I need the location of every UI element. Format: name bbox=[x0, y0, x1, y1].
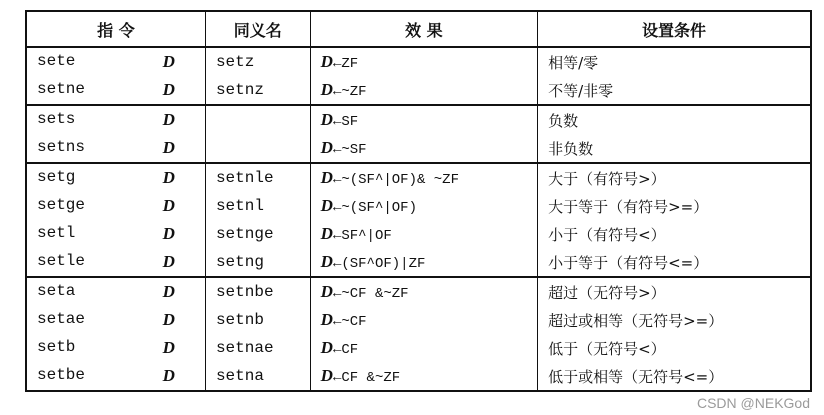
effect-cell bbox=[310, 105, 537, 134]
instruction-cell bbox=[26, 248, 205, 277]
condition-cell: 大于等于（有符号>=） bbox=[538, 192, 811, 220]
condition-cell: 相等/零 bbox=[538, 47, 811, 76]
effect-expression: ←CF &~ZF bbox=[332, 370, 401, 386]
instruction-name: setns bbox=[37, 138, 86, 156]
condition-cell: 非负数 bbox=[538, 134, 811, 163]
operand-label: D bbox=[162, 310, 175, 329]
effect-cell bbox=[310, 334, 537, 362]
effect-destination: D bbox=[320, 168, 333, 187]
effect-cell bbox=[310, 306, 537, 334]
condition-cell: 小于（有符号<） bbox=[538, 220, 811, 248]
effect-cell bbox=[310, 220, 537, 248]
operand-label: D bbox=[162, 168, 175, 187]
synonym-cell: setnge bbox=[205, 220, 310, 248]
effect-cell bbox=[310, 248, 537, 277]
table-row bbox=[26, 134, 811, 163]
instruction-cell bbox=[26, 362, 205, 391]
synonym-cell: setng bbox=[205, 248, 310, 277]
instruction-cell bbox=[26, 277, 205, 306]
header-condition: 设置条件 bbox=[538, 11, 811, 47]
effect-cell bbox=[310, 47, 537, 76]
operand-label: D bbox=[162, 80, 175, 99]
instruction-name: setle bbox=[37, 252, 86, 270]
effect-cell bbox=[310, 277, 537, 306]
instruction-name: setl bbox=[37, 224, 76, 242]
watermark-text: CSDN @NEKGod bbox=[696, 395, 810, 411]
table-row bbox=[26, 105, 811, 134]
operand-label: D bbox=[162, 224, 175, 243]
instruction-cell bbox=[26, 306, 205, 334]
effect-destination: D bbox=[320, 80, 333, 99]
operand-label: D bbox=[162, 138, 175, 157]
effect-expression: ←~CF bbox=[332, 314, 367, 330]
operand-label: D bbox=[162, 196, 175, 215]
synonym-cell: setz bbox=[205, 47, 310, 76]
table-row bbox=[26, 277, 811, 306]
table-row bbox=[26, 362, 811, 391]
operand-label: D bbox=[162, 110, 175, 129]
instruction-name: setbe bbox=[37, 366, 86, 384]
header-synonym: 同义名 bbox=[205, 11, 310, 47]
instruction-name: setae bbox=[37, 310, 86, 328]
instruction-cell bbox=[26, 134, 205, 163]
instruction-name: setne bbox=[37, 80, 86, 98]
effect-cell bbox=[310, 134, 537, 163]
effect-expression: ←(SF^OF)|ZF bbox=[332, 256, 426, 272]
table-row bbox=[26, 192, 811, 220]
effect-cell bbox=[310, 192, 537, 220]
header-effect: 效 果 bbox=[310, 11, 537, 47]
header-instruction: 指 令 bbox=[26, 11, 205, 47]
operand-label: D bbox=[162, 366, 175, 385]
table-row bbox=[26, 220, 811, 248]
synonym-cell: setna bbox=[205, 362, 310, 391]
effect-destination: D bbox=[320, 338, 333, 357]
condition-cell: 小于等于（有符号<=） bbox=[538, 248, 811, 277]
table-row bbox=[26, 76, 811, 105]
effect-destination: D bbox=[320, 366, 333, 385]
effect-destination: D bbox=[320, 282, 333, 301]
operand-label: D bbox=[162, 338, 175, 357]
condition-cell: 超过（无符号>） bbox=[538, 277, 811, 306]
effect-expression: ←ZF bbox=[332, 56, 359, 72]
condition-cell: 超过或相等（无符号>=） bbox=[538, 306, 811, 334]
instruction-name: seta bbox=[37, 282, 76, 300]
instruction-name: sets bbox=[37, 110, 76, 128]
effect-cell bbox=[310, 76, 537, 105]
instruction-cell bbox=[26, 220, 205, 248]
effect-destination: D bbox=[320, 224, 333, 243]
synonym-cell: setnbe bbox=[205, 277, 310, 306]
instruction-name: setb bbox=[37, 338, 76, 356]
instruction-cell bbox=[26, 192, 205, 220]
condition-cell: 低于（无符号<） bbox=[538, 334, 811, 362]
condition-cell: 不等/非零 bbox=[538, 76, 811, 105]
condition-cell: 大于（有符号>） bbox=[538, 163, 811, 192]
effect-destination: D bbox=[320, 252, 333, 271]
effect-destination: D bbox=[320, 52, 333, 71]
instruction-cell bbox=[26, 47, 205, 76]
instruction-name: sete bbox=[37, 52, 76, 70]
effect-destination: D bbox=[320, 196, 333, 215]
operand-label: D bbox=[162, 52, 175, 71]
synonym-cell: setnz bbox=[205, 76, 310, 105]
effect-cell bbox=[310, 163, 537, 192]
table-body bbox=[26, 47, 811, 391]
instruction-cell bbox=[26, 76, 205, 105]
table-row bbox=[26, 163, 811, 192]
table-header-row bbox=[26, 11, 811, 47]
synonym-cell bbox=[205, 105, 310, 134]
table-row bbox=[26, 47, 811, 76]
effect-expression: ←SF bbox=[332, 114, 359, 130]
condition-cell: 负数 bbox=[538, 105, 811, 134]
instruction-cell bbox=[26, 163, 205, 192]
set-instructions-table bbox=[25, 10, 812, 392]
table-row bbox=[26, 334, 811, 362]
effect-expression: ←SF^|OF bbox=[332, 228, 392, 244]
table-row bbox=[26, 306, 811, 334]
condition-cell: 低于或相等（无符号<=） bbox=[538, 362, 811, 391]
effect-destination: D bbox=[320, 138, 333, 157]
effect-expression: ←~(SF^|OF)& ~ZF bbox=[332, 172, 459, 188]
effect-cell bbox=[310, 362, 537, 391]
synonym-cell bbox=[205, 134, 310, 163]
effect-destination: D bbox=[320, 110, 333, 129]
effect-expression: ←~SF bbox=[332, 142, 367, 158]
effect-expression: ←~CF &~ZF bbox=[332, 286, 409, 302]
effect-expression: ←~ZF bbox=[332, 84, 367, 100]
effect-expression: ←CF bbox=[332, 342, 359, 358]
instruction-name: setg bbox=[37, 168, 76, 186]
operand-label: D bbox=[162, 252, 175, 271]
operand-label: D bbox=[162, 282, 175, 301]
instruction-cell bbox=[26, 334, 205, 362]
instruction-cell bbox=[26, 105, 205, 134]
effect-destination: D bbox=[320, 310, 333, 329]
synonym-cell: setnl bbox=[205, 192, 310, 220]
table-row bbox=[26, 248, 811, 277]
instruction-name: setge bbox=[37, 196, 86, 214]
synonym-cell: setnae bbox=[205, 334, 310, 362]
synonym-cell: setnle bbox=[205, 163, 310, 192]
effect-expression: ←~(SF^|OF) bbox=[332, 200, 417, 216]
synonym-cell: setnb bbox=[205, 306, 310, 334]
